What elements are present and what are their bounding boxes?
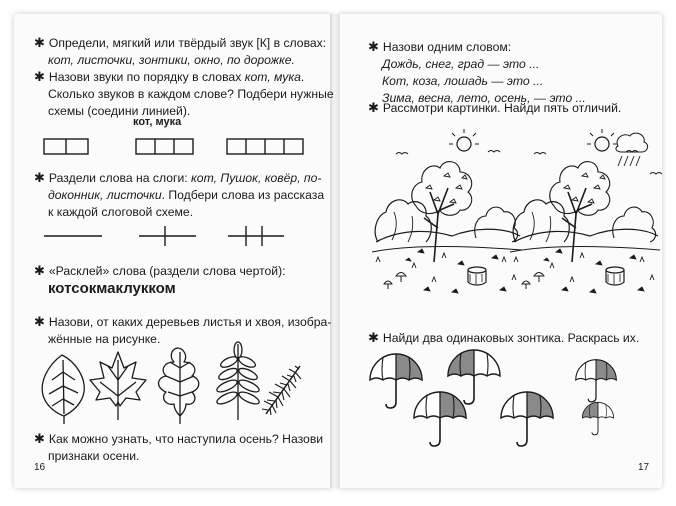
left-task-3: ✱ Раздели слова на слоги: кот, Пушок, ковёр, по- доконник, листочки. Подбери слова из рассказа к каждой слоговой схеме. <box>34 170 325 219</box>
left-task-4: ✱ «Расклей» слова (раздели слова чертой): <box>34 263 286 278</box>
words-caption: кот, мука <box>133 116 182 128</box>
right-task-2: ✱ Рассмотри картинки. Найди пять отличий. <box>368 100 622 115</box>
bullet-icon: ✱ <box>368 330 379 345</box>
bullet-icon: ✱ <box>34 431 45 446</box>
bullet-icon: ✱ <box>368 39 379 54</box>
right-task-3: ✱ Найди два одинаковых зонтика. Раскрась их. <box>368 330 640 345</box>
left-task-5: ✱ Назови, от каких деревьев листья и хвоя, изобра- жённые на рисунке. <box>34 314 332 346</box>
left-task-6: ✱ Как можно узнать, что наступила осень? Назови признаки осени. <box>34 431 324 463</box>
umbrella-5-icon <box>501 392 553 446</box>
left-task-2: ✱ Назови звуки по порядку в словах кот, мука. Сколько звуков в каждом слове? Подбери нужные схемы (соедини линией). <box>34 69 334 118</box>
umbrella-1-icon <box>370 354 422 408</box>
bullet-icon: ✱ <box>34 170 45 185</box>
bullet-icon: ✱ <box>34 69 45 84</box>
umbrella-4-icon <box>414 392 466 446</box>
bullet-icon: ✱ <box>368 100 379 115</box>
glued-words: котсокмаклукком <box>48 280 176 297</box>
page-number-left: 16 <box>34 462 46 473</box>
umbrella-3-icon <box>576 360 617 402</box>
left-task-1: ✱ Определи, мягкий или твёрдый звук [К] в словах: кот, листочки, зонтики, окно, по дорожке. <box>34 35 327 67</box>
bullet-icon: ✱ <box>34 35 45 50</box>
right-task-1: ✱ Назови одним словом: Дождь, снег, град — это ... Кот, коза, лошадь — это ... Зима, весна, лето, осень, — это ... <box>368 39 586 105</box>
umbrella-6-icon <box>582 402 613 434</box>
bullet-icon: ✱ <box>34 314 45 329</box>
bullet-icon: ✱ <box>34 263 45 278</box>
page-number-right: 17 <box>638 462 650 473</box>
umbrella-2-icon <box>448 350 500 404</box>
